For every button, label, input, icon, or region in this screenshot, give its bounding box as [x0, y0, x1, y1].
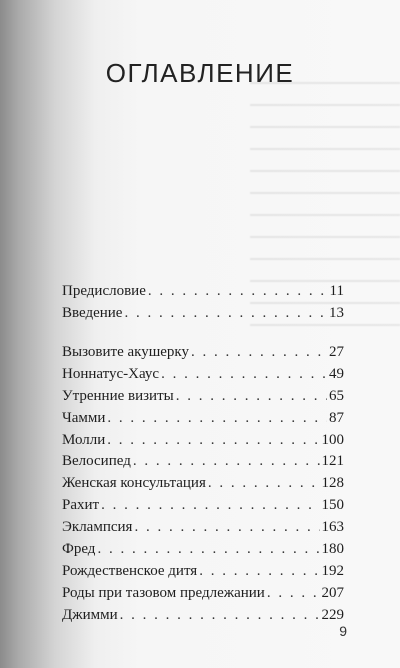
toc-leader-dots: [97, 539, 319, 561]
toc-entry-label: Рахит: [62, 497, 100, 514]
toc-entry: [62, 583, 344, 605]
toc-entry-page: 11: [329, 283, 344, 299]
toc-entry-label: Джимми: [62, 606, 118, 623]
toc-entry: [62, 539, 344, 561]
toc-entry: [62, 303, 344, 325]
toc-entry-label: Чамми: [62, 409, 106, 426]
toc-entry-label: Велосипед: [62, 453, 131, 470]
toc-leader-dots: [107, 430, 319, 452]
toc-leader-dots: [107, 408, 327, 430]
toc-entry-label: Ноннатус-Хаус: [62, 365, 160, 382]
toc-entry: [62, 473, 344, 495]
toc-entry-page: 27: [329, 344, 344, 360]
toc-entry: [62, 451, 344, 473]
toc-entry-label: Введение: [62, 304, 123, 321]
page-number: 9: [339, 623, 347, 639]
toc-leader-dots: [176, 386, 327, 408]
toc-entry-page: 100: [321, 431, 344, 448]
toc-leader-dots: [120, 605, 320, 627]
toc-entry-page: 65: [329, 387, 344, 404]
toc-leader-dots: [124, 303, 327, 325]
toc-entry: [62, 386, 344, 408]
toc-leader-dots: [133, 451, 320, 473]
toc-entry-label: Фред: [62, 541, 96, 558]
toc-entry-page: 128: [321, 475, 344, 492]
toc-leader-dots: [148, 281, 328, 303]
toc-front-matter: [62, 281, 344, 325]
toc-entry-page: 87: [329, 409, 344, 426]
toc-entry: [62, 364, 344, 386]
toc-entry: [62, 495, 344, 517]
toc-leader-dots: [208, 473, 320, 495]
toc-entry: [62, 605, 344, 627]
toc-chapters: [62, 342, 344, 627]
toc-leader-dots: [199, 561, 319, 583]
toc-entry-page: 163: [321, 519, 344, 536]
toc-entry-page: 180: [321, 541, 344, 558]
toc-entry-label: Рождественское дитя: [62, 562, 198, 579]
page-title: ОГЛАВЛЕНИЕ: [105, 58, 295, 88]
toc-entry-label: Молли: [62, 431, 106, 448]
toc-entry-page: 49: [329, 365, 344, 382]
toc-entry: [62, 281, 344, 303]
toc-leader-dots: [191, 342, 327, 364]
toc-leader-dots: [101, 495, 319, 517]
toc-entry-page: 192: [321, 562, 344, 579]
toc-entry-page: 150: [321, 497, 344, 514]
toc-entry-page: 13: [329, 304, 344, 321]
toc-entry-label: Эклампсия: [62, 519, 133, 536]
toc-entry: [62, 517, 344, 539]
toc-leader-dots: [161, 364, 327, 386]
toc-entry-label: Утренние визиты: [62, 387, 174, 404]
toc-entry: [62, 408, 344, 430]
toc-entry-label: Предисловие: [62, 283, 146, 299]
toc-entry-label: Вызовите акушерку: [62, 344, 190, 360]
toc-entry-page: 229: [321, 606, 344, 623]
toc-entry-label: Роды при тазовом предлежании: [62, 584, 265, 601]
toc-leader-dots: [134, 517, 319, 539]
toc-entry-page: 207: [321, 584, 344, 601]
toc-entry-page: 121: [321, 453, 344, 470]
toc-leader-dots: [267, 583, 320, 605]
toc-entry-label: Женская консультация: [62, 475, 206, 492]
toc-entry: [62, 561, 344, 583]
toc-entry: [62, 342, 344, 364]
toc-entry: [62, 430, 344, 452]
